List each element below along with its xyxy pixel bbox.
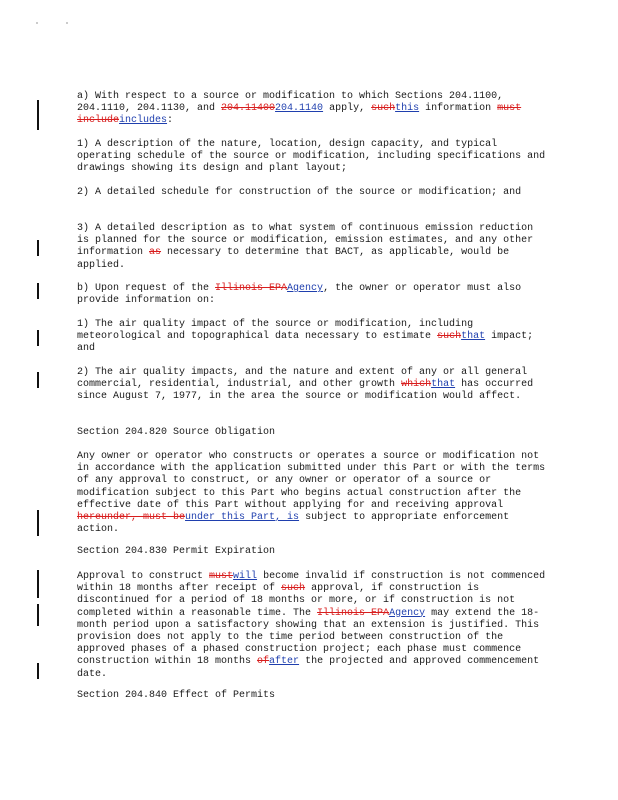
- body-text: necessary to determine that BACT, as applicable, would be applied.: [77, 247, 510, 271]
- paragraph-a-2: [77, 187, 547, 199]
- inserted-text: after: [269, 656, 300, 668]
- inserted-text: will: [233, 571, 258, 582]
- body-text: may extend the 18-month period upon a satisfactory showing that an extension is justified. This provision does not apply to the time period between construction of the approved phases of a phased construction project; each phase must commence construction within 18 months: [77, 607, 540, 668]
- body-text: information: [419, 103, 498, 115]
- body-text: a) With respect to a source or modification to which Sections 204.1100, 204.1110, 204.1130, and: [77, 91, 504, 115]
- change-bar: [37, 100, 39, 130]
- section-heading-204-830: [77, 546, 547, 558]
- body-text: approval, if construction is discontinued for a period of 18 months or more, or if construction is not completed within a reasonable time. The: [77, 583, 516, 619]
- inserted-text: this: [395, 103, 420, 115]
- change-bar: [37, 330, 39, 346]
- change-bar: [37, 372, 39, 388]
- scan-speck: [66, 22, 68, 24]
- paragraph-a: [77, 91, 547, 128]
- body-text: :: [167, 115, 174, 127]
- body-text: subject to appropriate enforcement action.: [77, 512, 510, 536]
- scan-speck: [36, 22, 38, 24]
- inserted-text: Agency: [287, 283, 324, 294]
- deleted-text: must include: [77, 103, 522, 127]
- body-text: the projected and approved commencement date.: [77, 656, 540, 680]
- body-text: 3) A detailed description as to what system of continuous emission reduction is planned for the source or modification, emission estimates, and any other information: [77, 223, 534, 259]
- body-text: has occurred since August 7, 1977, in the area the source or modification would affect.: [77, 379, 534, 403]
- paragraph-b-1: [77, 319, 547, 356]
- section-heading-204-840: [77, 690, 547, 702]
- body-text: Approval to construct: [77, 571, 210, 582]
- deleted-text: of: [257, 656, 270, 668]
- deleted-text: Illinois EPA: [215, 283, 288, 294]
- inserted-text: 204.1140: [275, 103, 324, 115]
- deleted-text: as: [149, 247, 162, 259]
- body-text: 2) The air quality impacts, and the nature and extent of any or all general commercial, residential, industrial, and other growth: [77, 367, 528, 391]
- change-bar: [37, 604, 39, 626]
- change-bar: [37, 283, 39, 299]
- change-bar: [37, 570, 39, 598]
- body-text: become invalid if construction is not commenced within 18 months after receipt of: [77, 571, 546, 595]
- body-text: apply,: [323, 103, 372, 115]
- deleted-text: Illinois EPA: [317, 607, 390, 619]
- change-bar: [37, 510, 39, 536]
- paragraph-b: [77, 283, 547, 307]
- paragraph-permit-expiration: [77, 571, 547, 681]
- inserted-text: includes: [119, 115, 168, 127]
- body-text: b) Upon request of the: [77, 283, 216, 294]
- deleted-text: such: [371, 103, 396, 115]
- inserted-text: Agency: [389, 607, 426, 619]
- body-text: Section 204.830 Permit Expiration: [77, 546, 276, 557]
- body-text: 1) A description of the nature, location, design capacity, and typical operating schedule of the source or modification, including specifications and drawings showing its design and plant layout;: [77, 139, 546, 175]
- body-text: Section 204.820 Source Obligation: [77, 427, 276, 438]
- inserted-text: that: [461, 331, 486, 343]
- change-bar: [37, 240, 39, 256]
- body-text: Any owner or operator who constructs or operates a source or modification not in accordance with the application submitted under this Part or with the terms of any approval to construct, or any owner or operator of a source or modification subject to this Part who begins actual construction after the effective date of this Part without applying for and receiving approval: [77, 451, 546, 511]
- paragraph-source-obligation: [77, 451, 547, 536]
- deleted-text: 204.11400: [221, 103, 276, 115]
- body-text: impact; and: [77, 331, 534, 355]
- body-text: 1) The air quality impact of the source or modification, including meteorological and topographical data necessary to estimate: [77, 319, 474, 343]
- paragraph-b-2: [77, 367, 547, 404]
- inserted-text: that: [431, 379, 456, 391]
- deleted-text: such: [437, 331, 462, 343]
- inserted-text: under this Part, is: [185, 512, 300, 524]
- change-bar: [37, 663, 39, 679]
- deleted-text: must: [209, 571, 234, 582]
- body-text: , the owner or operator must also provide information on:: [77, 283, 522, 307]
- body-text: Section 204.840 Effect of Permits: [77, 690, 276, 701]
- body-text: 2) A detailed schedule for construction of the source or modification; and: [77, 187, 522, 198]
- deleted-text: which: [401, 379, 432, 391]
- section-heading-204-820: [77, 427, 547, 439]
- paragraph-a-1: [77, 139, 547, 176]
- deleted-text: such: [281, 583, 306, 595]
- paragraph-a-3: [77, 223, 547, 272]
- deleted-text: hereunder, must be: [77, 512, 186, 524]
